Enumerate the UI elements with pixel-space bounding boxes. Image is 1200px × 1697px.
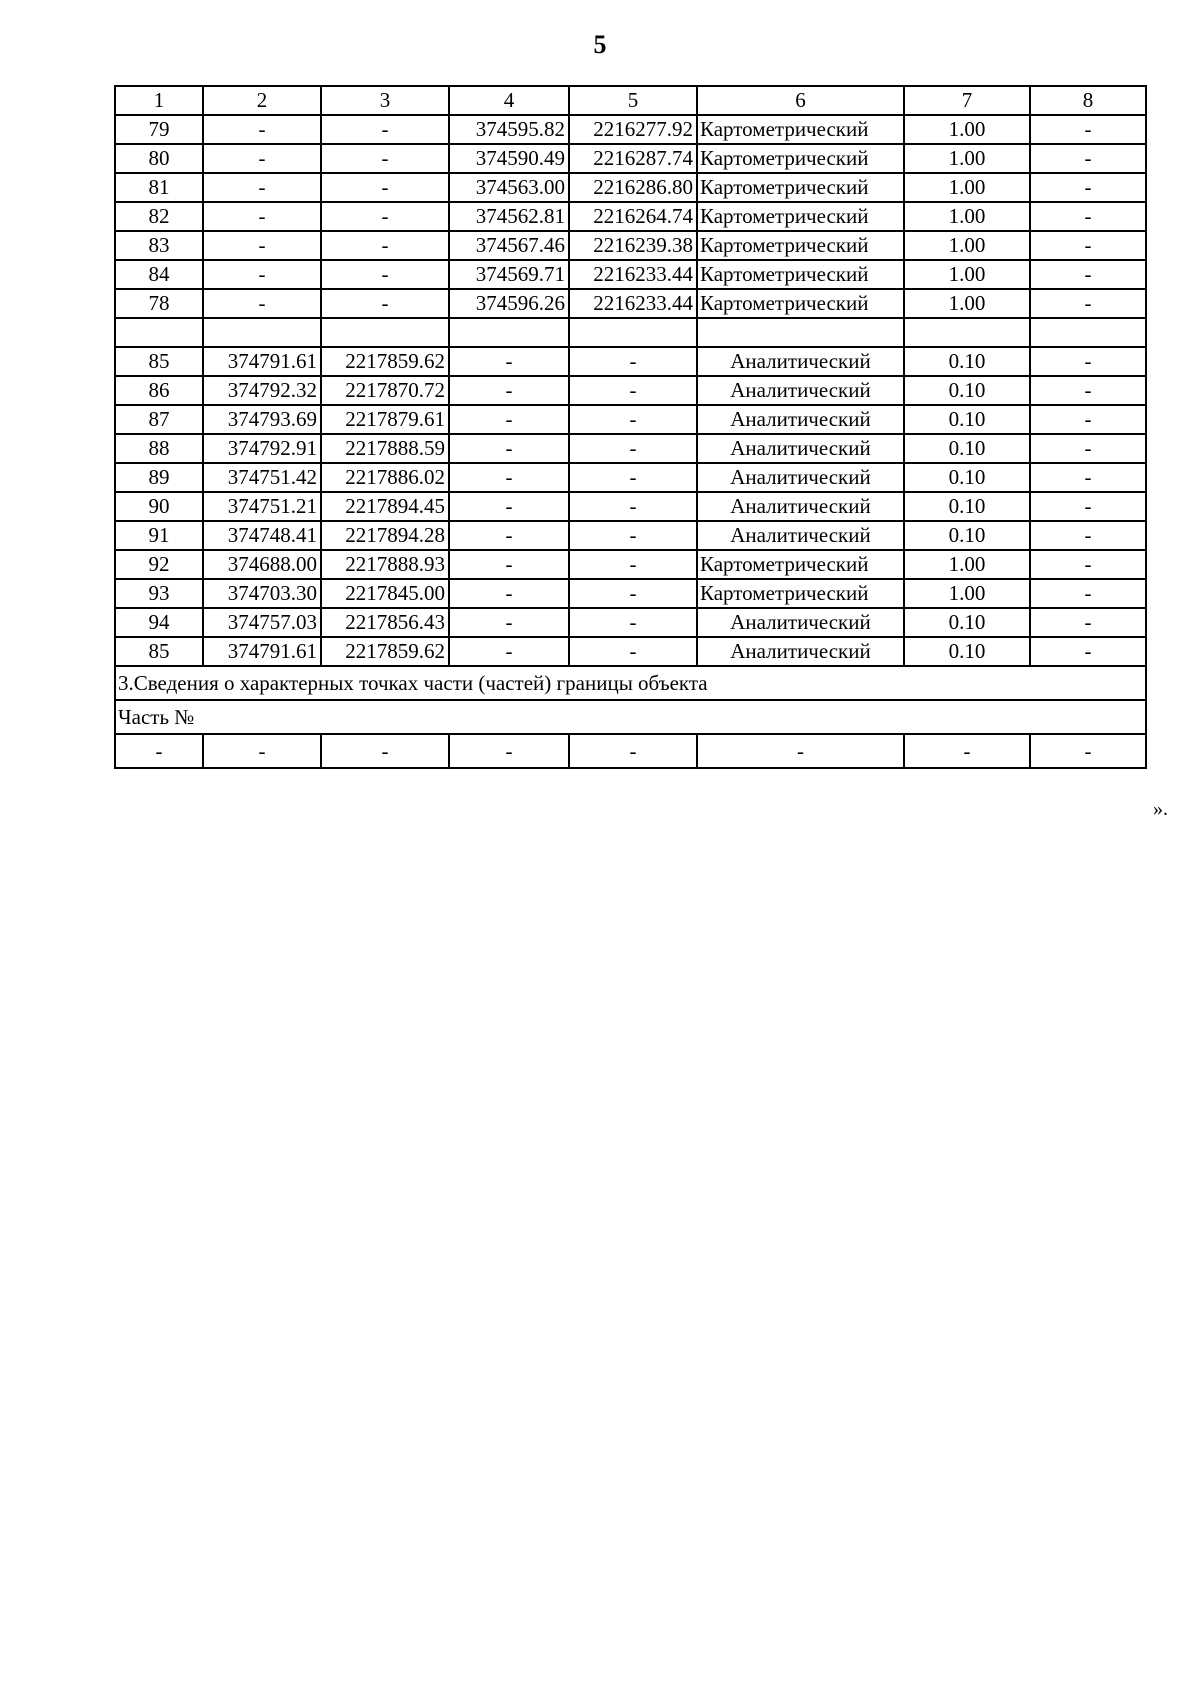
table-cell: -	[203, 173, 321, 202]
table-row	[115, 608, 1146, 637]
table-cell: 1.00	[904, 173, 1030, 202]
part-label: Часть №	[115, 700, 1146, 734]
table-cell: -	[1030, 347, 1146, 376]
table-cell: -	[569, 579, 697, 608]
table-cell: 374757.03	[203, 608, 321, 637]
table-cell: Аналитический	[697, 492, 904, 521]
table-row	[115, 202, 1146, 231]
table-cell: 2217845.00	[321, 579, 449, 608]
table-cell: Картометрический	[697, 231, 904, 260]
table-cell: 2216233.44	[569, 260, 697, 289]
table-cell: 374567.46	[449, 231, 569, 260]
table-cell: 84	[115, 260, 203, 289]
table-cell: 93	[115, 579, 203, 608]
table-cell: Картометрический	[697, 115, 904, 144]
table-row	[115, 405, 1146, 434]
table-row	[115, 144, 1146, 173]
boundary-points-table	[114, 85, 1147, 769]
table-cell: 83	[115, 231, 203, 260]
table-cell: 90	[115, 492, 203, 521]
table-cell: -	[1030, 231, 1146, 260]
table-cell: 374751.21	[203, 492, 321, 521]
empty-separator-row	[115, 318, 1146, 347]
table-cell: -	[449, 463, 569, 492]
table-cell: 2216239.38	[569, 231, 697, 260]
table-cell: 0.10	[904, 521, 1030, 550]
table-cell: Картометрический	[697, 260, 904, 289]
table-cell: 374590.49	[449, 144, 569, 173]
table-cell: -	[449, 434, 569, 463]
table-cell: -	[569, 734, 697, 768]
table-cell: 0.10	[904, 492, 1030, 521]
table-cell: -	[1030, 376, 1146, 405]
table-cell: 91	[115, 521, 203, 550]
column-number-cell: 2	[203, 86, 321, 115]
table-cell: -	[569, 463, 697, 492]
empty-cell	[1030, 318, 1146, 347]
table-cell: -	[449, 608, 569, 637]
table-cell: -	[203, 231, 321, 260]
table-cell: -	[449, 734, 569, 768]
table-cell: -	[1030, 579, 1146, 608]
table-cell: -	[569, 550, 697, 579]
table-cell: -	[115, 734, 203, 768]
table-cell: 2216233.44	[569, 289, 697, 318]
table-cell: -	[1030, 405, 1146, 434]
table-cell: 0.10	[904, 376, 1030, 405]
table-cell: 1.00	[904, 260, 1030, 289]
table-cell: -	[1030, 608, 1146, 637]
table-cell: Аналитический	[697, 434, 904, 463]
table-cell: -	[203, 260, 321, 289]
table-cell: -	[449, 637, 569, 666]
table-cell: 94	[115, 608, 203, 637]
section-heading: 3.Сведения о характерных точках части (частей) границы объекта	[115, 666, 1146, 700]
table-cell: -	[321, 115, 449, 144]
table-row	[115, 231, 1146, 260]
table-row	[115, 521, 1146, 550]
closing-quote: ».	[1153, 798, 1168, 820]
table-cell: Аналитический	[697, 608, 904, 637]
table-cell: 1.00	[904, 202, 1030, 231]
table-cell: 87	[115, 405, 203, 434]
table-cell: -	[1030, 637, 1146, 666]
table-cell: 85	[115, 637, 203, 666]
table-cell: -	[321, 289, 449, 318]
table-cell: -	[203, 289, 321, 318]
table-cell: Картометрический	[697, 579, 904, 608]
table-cell: -	[1030, 202, 1146, 231]
table-cell: Аналитический	[697, 405, 904, 434]
table-cell: -	[203, 734, 321, 768]
table-cell: 2217879.61	[321, 405, 449, 434]
empty-cell	[904, 318, 1030, 347]
table-row	[115, 376, 1146, 405]
table-cell: -	[449, 376, 569, 405]
empty-cell	[569, 318, 697, 347]
table-cell: 2217888.93	[321, 550, 449, 579]
table-cell: 81	[115, 173, 203, 202]
column-number-cell: 5	[569, 86, 697, 115]
table-cell: -	[569, 347, 697, 376]
table-cell: -	[1030, 521, 1146, 550]
table-cell: -	[203, 144, 321, 173]
table-cell: 0.10	[904, 347, 1030, 376]
table-cell: -	[904, 734, 1030, 768]
table-cell: 1.00	[904, 231, 1030, 260]
empty-cell	[697, 318, 904, 347]
column-number-row	[115, 86, 1146, 115]
table-cell: Аналитический	[697, 637, 904, 666]
part-label-row	[115, 700, 1146, 734]
table-cell: -	[1030, 734, 1146, 768]
table-cell: 2216287.74	[569, 144, 697, 173]
table-cell: -	[569, 637, 697, 666]
table-cell: 1.00	[904, 115, 1030, 144]
table-cell: 1.00	[904, 289, 1030, 318]
page-number: 5	[593, 30, 607, 59]
table-cell: 374595.82	[449, 115, 569, 144]
table-cell: -	[449, 521, 569, 550]
table-cell: Картометрический	[697, 144, 904, 173]
table-cell: -	[449, 405, 569, 434]
table-cell: -	[569, 434, 697, 463]
table-row	[115, 347, 1146, 376]
table-cell: Аналитический	[697, 463, 904, 492]
empty-cell	[203, 318, 321, 347]
table-cell: 374792.32	[203, 376, 321, 405]
section-heading-row	[115, 666, 1146, 700]
table-cell: -	[1030, 434, 1146, 463]
table-cell: -	[1030, 492, 1146, 521]
table-cell: -	[697, 734, 904, 768]
table-cell: 2217888.59	[321, 434, 449, 463]
table-cell: -	[569, 376, 697, 405]
table-cell: 374748.41	[203, 521, 321, 550]
table-cell: 1.00	[904, 144, 1030, 173]
table-cell: 0.10	[904, 608, 1030, 637]
table-cell: Аналитический	[697, 376, 904, 405]
table-cell: -	[569, 405, 697, 434]
table-cell: 85	[115, 347, 203, 376]
table-cell: Аналитический	[697, 521, 904, 550]
table-cell: 92	[115, 550, 203, 579]
table-cell: -	[321, 734, 449, 768]
table-cell: 374562.81	[449, 202, 569, 231]
table-cell: 79	[115, 115, 203, 144]
table-cell: -	[1030, 289, 1146, 318]
table-cell: -	[321, 173, 449, 202]
table-row	[115, 463, 1146, 492]
table-row	[115, 115, 1146, 144]
table-cell: 374569.71	[449, 260, 569, 289]
column-number-cell: 4	[449, 86, 569, 115]
table-cell: 374703.30	[203, 579, 321, 608]
table-cell: 1.00	[904, 579, 1030, 608]
table-row	[115, 260, 1146, 289]
table-cell: -	[449, 492, 569, 521]
table-row	[115, 434, 1146, 463]
table-cell: -	[569, 492, 697, 521]
table-cell: 374793.69	[203, 405, 321, 434]
table-cell: Картометрический	[697, 173, 904, 202]
empty-cell	[449, 318, 569, 347]
table-cell: -	[569, 521, 697, 550]
table-cell: 78	[115, 289, 203, 318]
table-cell: -	[1030, 173, 1146, 202]
table-cell: -	[1030, 115, 1146, 144]
table-cell: 0.10	[904, 463, 1030, 492]
table-cell: -	[449, 550, 569, 579]
table-row	[115, 289, 1146, 318]
table-cell: 2216277.92	[569, 115, 697, 144]
table-cell: Картометрический	[697, 550, 904, 579]
table-cell: 2217870.72	[321, 376, 449, 405]
table-cell: 374563.00	[449, 173, 569, 202]
table-cell: 374688.00	[203, 550, 321, 579]
table-cell: -	[1030, 550, 1146, 579]
column-number-cell: 7	[904, 86, 1030, 115]
table-cell: 2217859.62	[321, 347, 449, 376]
table-row	[115, 550, 1146, 579]
table-cell: 2217886.02	[321, 463, 449, 492]
table-cell: -	[321, 202, 449, 231]
empty-cell	[321, 318, 449, 347]
table-cell: 2216286.80	[569, 173, 697, 202]
table-cell: 374791.61	[203, 637, 321, 666]
table-row	[115, 637, 1146, 666]
table-cell: -	[321, 144, 449, 173]
table-cell: -	[449, 579, 569, 608]
column-number-cell: 6	[697, 86, 904, 115]
table-row	[115, 492, 1146, 521]
table-cell: 2217856.43	[321, 608, 449, 637]
table-cell: 0.10	[904, 637, 1030, 666]
table-cell: -	[569, 608, 697, 637]
table-cell: 89	[115, 463, 203, 492]
table-cell: 374791.61	[203, 347, 321, 376]
table-cell: 80	[115, 144, 203, 173]
column-number-cell: 8	[1030, 86, 1146, 115]
table-cell: Картометрический	[697, 289, 904, 318]
table-cell: 374751.42	[203, 463, 321, 492]
table-cell: 88	[115, 434, 203, 463]
table-cell: Аналитический	[697, 347, 904, 376]
table-cell: -	[203, 115, 321, 144]
table-cell: -	[321, 231, 449, 260]
table-cell: 0.10	[904, 405, 1030, 434]
table-cell: -	[203, 202, 321, 231]
table-cell: 374792.91	[203, 434, 321, 463]
table-cell: 86	[115, 376, 203, 405]
table-cell: 374596.26	[449, 289, 569, 318]
table-cell: -	[1030, 144, 1146, 173]
column-number-cell: 1	[115, 86, 203, 115]
table-cell: Картометрический	[697, 202, 904, 231]
table-cell: -	[1030, 463, 1146, 492]
table-cell: 1.00	[904, 550, 1030, 579]
column-number-cell: 3	[321, 86, 449, 115]
table-cell: -	[449, 347, 569, 376]
table-cell: -	[321, 260, 449, 289]
table-row	[115, 173, 1146, 202]
empty-cell	[115, 318, 203, 347]
table-row	[115, 734, 1146, 768]
table-cell: -	[1030, 260, 1146, 289]
table-cell: 2217859.62	[321, 637, 449, 666]
table-cell: 0.10	[904, 434, 1030, 463]
table-cell: 2216264.74	[569, 202, 697, 231]
table-cell: 2217894.45	[321, 492, 449, 521]
table-cell: 2217894.28	[321, 521, 449, 550]
table-cell: 82	[115, 202, 203, 231]
table-row	[115, 579, 1146, 608]
